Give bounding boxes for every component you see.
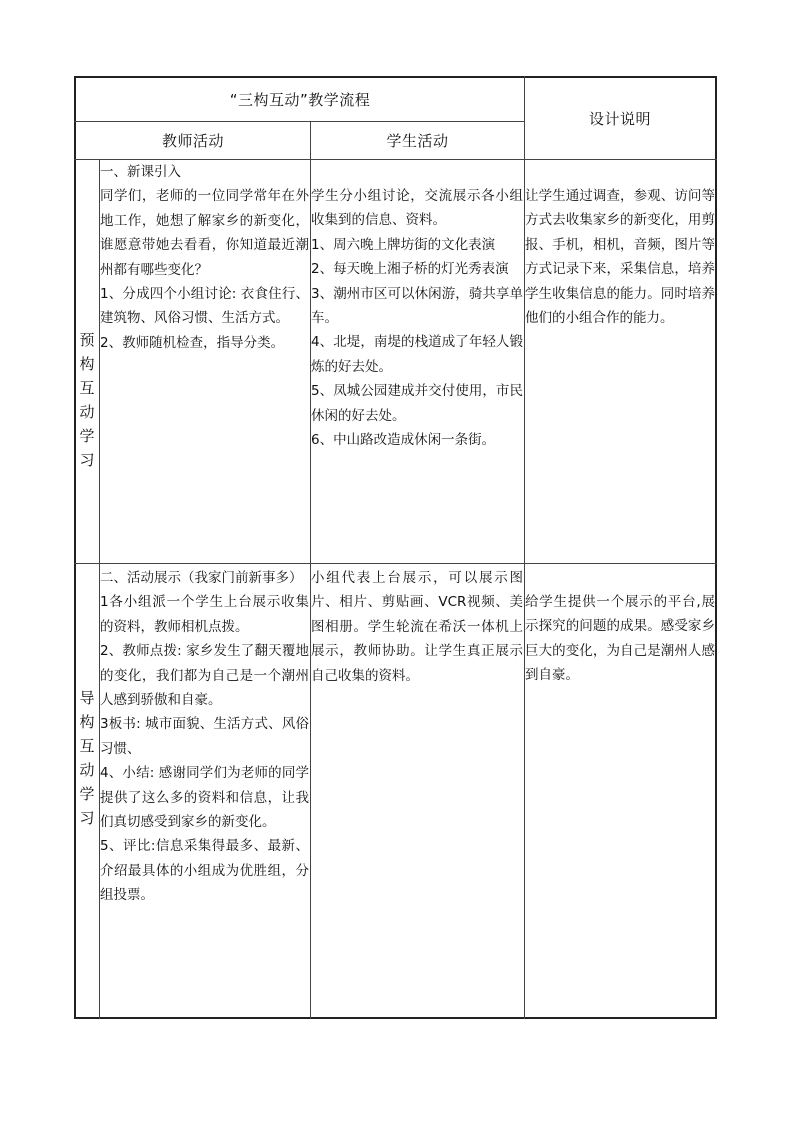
row2-teacher-cell bbox=[100, 566, 309, 1018]
row2-design-line: 给学生提供一个展示的平台,展示探究的问题的成果。感受家乡巨大的变化，为自己是潮州人感到自豪。 bbox=[525, 594, 715, 684]
row2-teacher-line: 2、教师点拨: 家乡发生了翻天覆地的变化，我们都为自己是一个潮州人感到骄傲和自豪。 bbox=[100, 643, 309, 709]
row-label-preview: 预构互动学习 bbox=[79, 331, 95, 469]
design-header: 设计说明 bbox=[588, 110, 651, 128]
row1-student-line: 3、潮州市区可以休闲游，骑共享单车。 bbox=[311, 285, 523, 327]
row2-teacher-line: 5、评比:信息采集得最多、最新、介绍最具体的小组成为优胜组，分组投票。 bbox=[100, 838, 309, 904]
row1-teacher-cell bbox=[100, 160, 309, 562]
row1-student-line: 6、中山路改造成休闲一条街。 bbox=[311, 432, 496, 449]
row-label-guided: 导构互动学习 bbox=[79, 689, 95, 827]
row1-design-line: 让学生通过调查，参观、访问等方式去收集家乡的新变化，用剪报、手机，相机，音频，图片等方式记录下来，采集信息，培养学生收集信息的能力。同时培养他们的小组合作的能力。 bbox=[525, 188, 715, 327]
row2-student-line: 小组代表上台展示，可以展示图片、相片、剪贴画、VCR视频、美图相册。学生轮流在希沃一体机上展示，教师协助。让学生真正展示自己收集的资料。 bbox=[311, 570, 523, 684]
row2-teacher-line: 3板书: 城市面貌、生活方式、风俗习惯、 bbox=[100, 716, 309, 757]
row1-student-line: 1、周六晚上牌坊街的文化表演 bbox=[311, 236, 496, 253]
row1-design-cell bbox=[525, 184, 715, 562]
row1-student-line: 4、北堤，南堤的栈道成了年轻人锻炼的好去处。 bbox=[311, 334, 523, 375]
row2-teacher-line: 4、小结: 感谢同学们为老师的同学提供了这么多的资料和信息，让我们真切感受到家乡的新变化。 bbox=[100, 765, 309, 831]
row2-teacher-line: 二、活动展示（我家门前新事多） bbox=[100, 570, 303, 586]
row1-student-line: 2、每天晚上湘子桥的灯光秀表演 bbox=[311, 261, 509, 278]
divider-rows bbox=[74, 563, 717, 564]
row2-student-cell bbox=[311, 566, 523, 1018]
row1-student-line: 学生分小组讨论，交流展示各小组收集到的信息、资料。 bbox=[311, 188, 523, 229]
row2-teacher-line: 1各小组派一个学生上台展示收集的资料，教师相机点拨。 bbox=[100, 594, 309, 635]
teacher-header: 教师活动 bbox=[161, 132, 224, 150]
row1-teacher-line: 同学们，老师的一位同学常年在外地工作，她想了解家乡的新变化，谁愿意带她去看看，你知道最近潮州都有哪些变化？ bbox=[100, 188, 309, 278]
student-header: 学生活动 bbox=[386, 132, 449, 150]
row2-design-cell bbox=[525, 590, 715, 1018]
row1-student-line: 5、凤城公园建成并交付使用，市民休闲的好去处。 bbox=[311, 383, 523, 424]
row1-student-cell bbox=[311, 184, 523, 562]
table-title: “三构互动”教学流程 bbox=[229, 91, 371, 109]
row1-teacher-line: 1、分成四个小组讨论: 衣食住行、建筑物、风俗习惯、生活方式。 bbox=[100, 286, 309, 327]
row1-teacher-line: 2、教师随机检查，指导分类。 bbox=[100, 334, 285, 351]
row1-teacher-line: 一、新课引入 bbox=[100, 164, 181, 180]
